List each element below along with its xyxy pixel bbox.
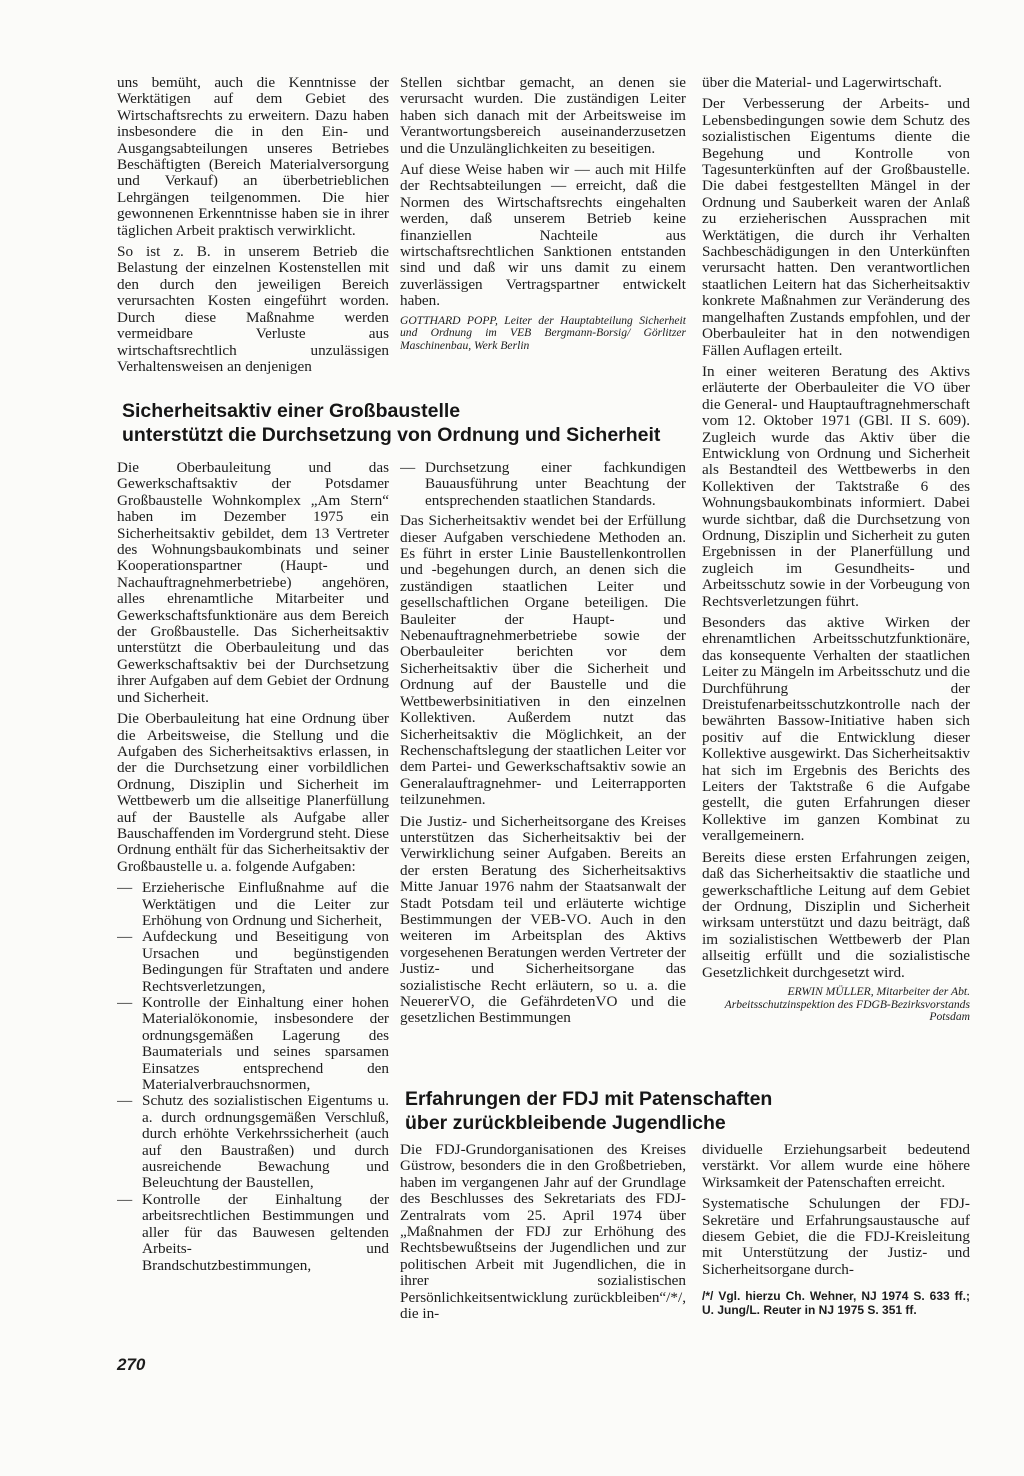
author-signature: GOTTHARD POPP, Leiter der Hauptabteilung Sicherheit und Ordnung im VEB Bergmann-Borsig/ Görlitzer Maschinenbau, Werk Berlin (400, 313, 686, 352)
paragraph: über die Material- und Lagerwirtschaft. (702, 75, 942, 91)
paragraph: Die Oberbauleitung hat eine Ordnung über die Arbeitsweise, die Stellung und die Aufgaben des Sicherheitsaktivs erlassen, in der die Durchsetzung einer vorbildlichen Ordnung, Disziplin und Sicherheit im Wettbewerb um die allseitige Planerfüllung auf der Baustelle als Aufgabe aller Bauschaffenden im Vordergrund steht. Diese Ordnung enthält für das Sicherheitsaktiv der Großbaustelle u. a. folgende Aufgaben: (117, 710, 389, 875)
article3-headline (405, 1088, 965, 1135)
paragraph: Bereits diese ersten Erfahrungen zeigen, daß das Sicherheitsaktiv die staatliche und gewerkschaftliche Leitung auf dem Gebiet der Ordnung, Disziplin und Sicherheit wirksam unterstützt und dazu beiträgt, daß im sozialistischen Wettbewerb der Plan allseitig erfüllt und die sozialistische Gesetzlichkeit durchgesetzt wird. (702, 848, 970, 981)
headline-line: Sicherheitsaktiv einer Großbaustelle (122, 400, 461, 422)
paragraph: Das Sicherheitsaktiv wendet bei der Erfüllung dieser Aufgaben verschiedene Methoden an. Es führt in erster Linie Baustellenkontrollen und -begehungen durch, an denen sich die zuständigen staatlichen Leiter und gesellschaftlichen Organe beteiligen. Die Bauleiter der Haupt- und Nebenauftragnehmerbetriebe sowie der Oberbauleiter berichten vor dem Sicherheitsaktiv über die Sicherheit und Ordnung auf der Baustelle und die Wettbewerbsinitiativen in den einzelnen Kollektiven. Außerdem nutzt das Sicherheitsaktiv die Möglichkeit, an der Rechenschaftslegung der staatlichen Leiter vor dem Partei- und Gewerkschaftsaktiv sowie an Generalauftragnehmer- und Leiterrapporten teilzunehmen. (400, 512, 686, 809)
list-item: — Durchsetzung einer fachkundigen Bauausführung unter Beachtung der entsprechenden staatlichen Standards. (400, 460, 686, 509)
list-item: — Kontrolle der Einhaltung der arbeitsrechtlichen Bestimmungen und aller für das Bauwesen geltenden Arbeits- und Brandschutzbestimmungen, (117, 1192, 389, 1274)
paragraph: Die FDJ-Grundorganisationen des Kreises Güstrow, besonders die in den Großbetrieben, haben im vergangenen Jahr auf der Grundlage des Beschlusses des Sekretariats des FDJ-Zentralrats vom 25. April 1974 über „Maßnahmen der FDJ zur Erhöhung des Rechtsbewußtseins der Jugendlichen und zur politischen Arbeit mit Jugendlichen, die in ihrer sozialistischen Persönlichkeitsentwicklung zurückbleiben“/*/, die in- (400, 1142, 686, 1323)
paragraph: Systematische Schulungen der FDJ-Sekretäre und Erfahrungsaustausche auf diesem Gebiet, die die FDJ-Kreisleitung mit Unterstützung der Justiz- und Sicherheitsorgane durch- (702, 1195, 970, 1278)
author-signature: ERWIN MÜLLER, Mitarbeiter der Abt. Arbeitsschutzinspektion des FDGB-Bezirksvorstands Potsdam (724, 984, 970, 1024)
article1-column-1 (117, 75, 389, 375)
list-item: — Schutz des sozialistischen Eigentums u. a. durch ordnungsgemäßen Verschluß, durch erhöhte Verkehrssicherheit (auch auf den Baustraßen) und durch ausreichende Bewachung und Beleuchtung der Baustellen, (117, 1093, 389, 1191)
paragraph: Besonders das aktive Wirken der ehrenamtlichen Arbeitsschutzfunktionäre, das konsequente Verhalten der staatlichen Leiter zu Mängeln im Arbeitsschutz und die Durchführung der Dreistufenarbeitsschutzkontrolle nach der bewährten Bassow-Initiative haben sich positiv auf die Entwicklung dieser Kollektive ausgewirkt. Das Sicherheitsaktiv hat sich im Ergebnis des Berichts des Leiters der Taktstraße 6 die Aufgabe gestellt, die guten Erfahrungen dieser Kollektive im ganzen Kombinat zu verallgemeinern. (702, 614, 970, 845)
paragraph: uns bemüht, auch die Kenntnisse der Werktätigen auf dem Gebiet des Wirtschaftsrechts zu erweitern. Dazu haben insbesondere die in den Ein- und Ausgangsabteilungen unseres Betriebes Beschäftigten (Bereich Materialversorgung und Verkauf) an überbetrieblichen Lehrgängen teilgenommen. Die hier gewonnenen Erkenntnisse haben sie in ihrer täglichen Arbeit praktisch verwirklicht. (117, 75, 389, 239)
task-list (400, 460, 686, 509)
paragraph: dividuelle Erziehungsarbeit bedeutend verstärkt. Vor allem wurde eine höhere Wirksamkeit der Patenschaften erreicht. (702, 1142, 970, 1191)
paragraph: So ist z. B. in unserem Betrieb die Belastung der einzelnen Kostenstellen mit den durch den jeweiligen Bereich verursachten Kosten eingeführt worden. Durch diese Maßnahme werden vermeidbare Verluste aus wirtschaftsrechtlich unzulässigen Verhaltensweisen an denjenigen (117, 243, 389, 375)
article2-column-2 (400, 460, 686, 1100)
paragraph: Auf diese Weise haben wir — auch mit Hilfe der Rechtsabteilungen — erreicht, daß die Normen des Wirtschaftsrechts eingehalten werden, daß unserem Betrieb keine finanziellen Nachteile aus wirtschaftsrechtlichen Sanktionen entstanden sind und daß wir uns damit zu einem zuverlässigen Vertragspartner entwickelt haben. (400, 161, 686, 310)
paragraph: Die Justiz- und Sicherheitsorgane des Kreises unterstützen das Sicherheitsaktiv bei der Verwirklichung seiner Aufgaben. Bereits an der ersten Beratung des Sicherheitsaktivs Mitte Januar 1976 nahm der Staatsanwalt der Stadt Potsdam teil und erläuterte wichtige Bestimmungen der VEB-VO. Auch in den weiteren im Arbeitsplan des Aktivs vorgesehenen Beratungen werden Vertreter der Justiz- und Sicherheitsorgane das sozialistische Recht erläutern, so u. a. die NeuererVO, die GefährdetenVO und die gesetzlichen Bestimmungen (400, 812, 686, 1027)
paragraph: In einer weiteren Beratung des Aktivs erläuterte der Oberbauleiter die VO über die General- und Hauptauftragnehmerschaft vom 12. Oktober 1971 (GBl. II S. 609). Zugleich wurde das Aktiv über die Entwicklung von Ordnung und Sicherheit als Bestandteil des Wettbewerbs in den Kollektiven der Taktstraße 6 des Wohnungsbaukombinats informiert. Dabei wurde sichtbar, daß die Durchsetzung von Ordnung, Disziplin und Sicherheit zu guten Ergebnissen in der Planerfüllung und zugleich im Gesundheits- und Arbeitsschutz sowie in der Vorbeugung von Rechtsverletzungen führt. (702, 362, 970, 610)
paragraph: Die Oberbauleitung und das Gewerkschaftsaktiv der Potsdamer Großbaustelle Wohnkomplex „Am Stern“ haben im Dezember 1975 ein Sicherheitsaktiv gebildet, dem 13 Vertreter des Wohnungsbaukombinats und seiner Kooperationspartner (Haupt- und Nachauftragnehmerbetriebe) angehören, alles ehrenamtliche Mitarbeiter und Gewerkschaftsfunktionäre aus dem Bereich der Großbaustelle. Das Sicherheitsaktiv unterstützt die Oberbauleitung und das Gewerkschaftsaktiv bei der Durchsetzung ihrer Aufgaben auf dem Gebiet der Ordnung und Sicherheit. (117, 460, 389, 706)
article1-column-2 (400, 75, 686, 380)
task-list (117, 880, 389, 1274)
list-item: — Aufdeckung und Beseitigung von Ursachen und begünstigenden Bedingungen für Straftaten und andere Rechtsverletzungen, (117, 929, 389, 995)
list-item: — Kontrolle der Einhaltung einer hohen Materialökonomie, insbesondere der ordnungsgemäßen Lagerung des Baumaterials und seines sparsamen Einsatzes entsprechend den Materialverbrauchsnormen, (117, 995, 389, 1093)
article2-column-1 (117, 460, 389, 1350)
footnote: /*/ Vgl. hierzu Ch. Wehner, NJ 1974 S. 633 ff.; U. Jung/L. Reuter in NJ 1975 S. 351 ff. (702, 1289, 970, 1317)
list-item: — Erzieherische Einflußnahme auf die Werktätigen und die Leiter zur Erhöhung von Ordnung und Sicherheit, (117, 880, 389, 929)
headline-line: unterstützt die Durchsetzung von Ordnung und Sicherheit (122, 423, 661, 446)
article2-column-3 (702, 75, 970, 1095)
headline-line: Erfahrungen der FDJ mit Patenschaften (405, 1088, 773, 1110)
page-number: 270 (117, 1355, 146, 1374)
headline-line: über zurückbleibende Jugendliche (405, 1111, 726, 1134)
paragraph: Stellen sichtbar gemacht, an denen sie verursacht wurden. Die zuständigen Leiter haben sich danach mit der Arbeitsweise im Verantwortungsbereich auseinanderzusetzen und die Unzulänglichkeiten zu beseitigen. (400, 75, 686, 157)
paragraph: Der Verbesserung der Arbeits- und Lebensbedingungen sowie dem Schutz des sozialistischen Eigentums diente die Begehung und Kontrolle von Tagesunterkünften auf der Großbaustelle. Die dabei festgestellten Mängel in der Ordnung und Sauberkeit waren der Anlaß zu erzieherischen Aussprachen mit Werktätigen, die durch ihr Verhalten Sachbeschädigungen in den Unterkünften verursacht hatten. Den verantwortlichen staatlichen Leitern hat das Sicherheitsaktiv konkrete Maßnahmen zur Veränderung des mangelhaften Zustands empfohlen, und der Oberbauleiter hat in den notwendigen Fällen Auflagen erteilt. (702, 95, 970, 359)
article3-column-2 (400, 1142, 686, 1352)
article2-headline (122, 400, 692, 447)
article3-column-3 (702, 1142, 970, 1372)
